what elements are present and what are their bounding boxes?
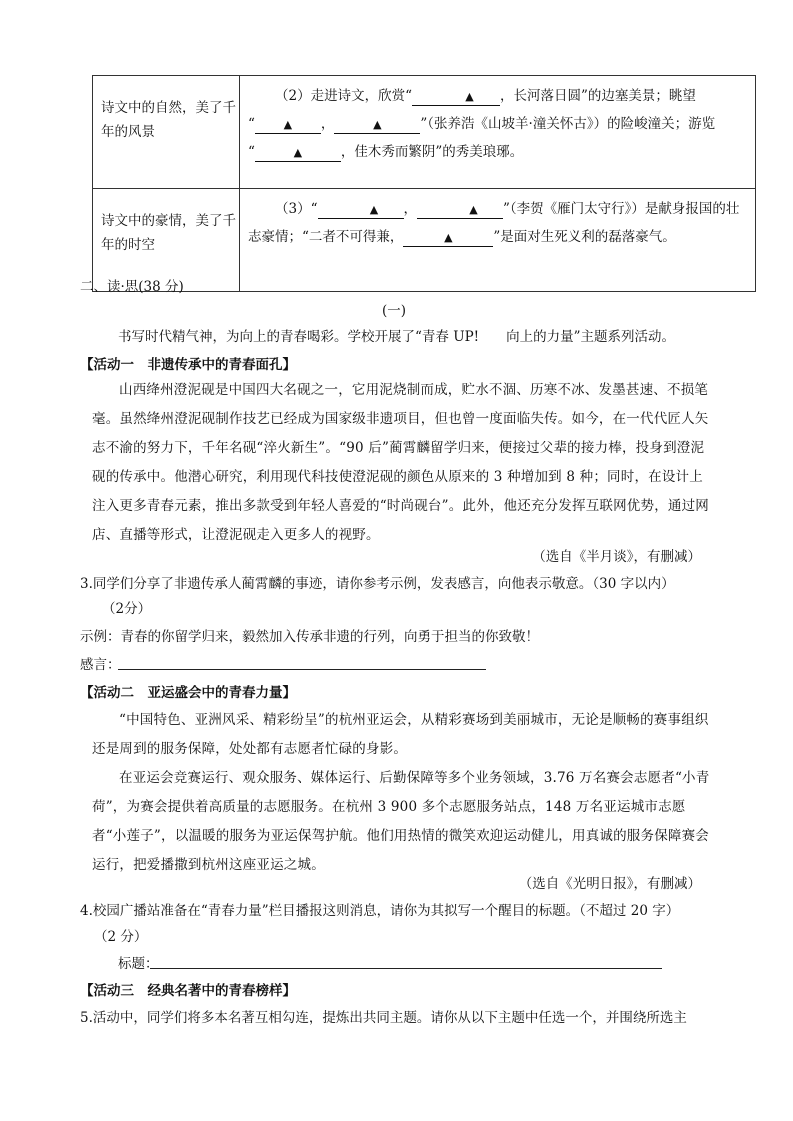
question-5: 5.活动中，同学们将多本名著互相勾连，提炼出共同主题。请你从以下主题中任选一个，并围绕所选主 bbox=[80, 1010, 687, 1026]
source-note: （选自《光明日报》，有删减） bbox=[518, 876, 701, 892]
triangle-icon: ▲ bbox=[293, 146, 303, 159]
fill-blank[interactable] bbox=[412, 88, 500, 106]
content-line bbox=[248, 138, 747, 166]
text-segment: 志豪情；“二者不可得兼， bbox=[248, 229, 404, 245]
question-score: （2 分） bbox=[94, 929, 148, 945]
question-score: （2分） bbox=[102, 601, 152, 617]
question-4: 4.校园广播站准备在“青春力量”栏目播报这则消息，请你为其拟写一个醒目的标题。（不超过 20 字） bbox=[80, 903, 680, 919]
section-title: 二、读·思(38 分) bbox=[80, 279, 184, 295]
text-segment: “ bbox=[248, 116, 255, 132]
triangle-icon: ▲ bbox=[283, 118, 293, 131]
fill-blank[interactable] bbox=[318, 201, 404, 219]
text-segment: （2）走进诗文，欣赏“ bbox=[275, 88, 412, 104]
text-segment: ”（张养浩《山坡羊·潼关怀古》）的险峻潼关；游览 bbox=[420, 116, 716, 132]
activity3-heading: 【活动三 经典名著中的青春榜样】 bbox=[80, 983, 296, 999]
content-line bbox=[248, 195, 747, 223]
text-segment: ， bbox=[320, 116, 335, 132]
table-row bbox=[93, 76, 756, 189]
intro-text: 书写时代精气神，为向上的青春喝彩。学校开展了“青春 UP! 向上的力量”主题系列活动。 bbox=[118, 329, 675, 345]
triangle-icon: ▲ bbox=[373, 118, 382, 131]
answer-label: 感言： bbox=[80, 657, 121, 673]
content-line bbox=[248, 223, 747, 251]
example-text: 示例：青春的你留学归来，毅然加入传承非遗的行列，向勇于担当的你致敬！ bbox=[80, 629, 539, 645]
question-3: 3.同学们分享了非遗传承人蔺霄麟的事迹，请你参考示例，发表感言，向他表示敬意。（30 字以内） bbox=[80, 576, 675, 592]
content-line bbox=[248, 82, 747, 110]
row-content bbox=[240, 76, 756, 189]
activity1-heading: 【活动一 非遗传承中的青春面孔】 bbox=[80, 357, 296, 373]
text-segment: ”（李贺《雁门太守行》）是献身报国的壮 bbox=[503, 201, 740, 217]
activity2-paragraph-1: “中国特色、亚洲风采、精彩纷呈”的杭州亚运会，从精彩赛场到美丽城市，无论是顺畅的赛事组织还是周到的服务保障，处处都有志愿者忙碌的身影。 bbox=[92, 712, 709, 757]
triangle-icon: ▲ bbox=[369, 203, 379, 216]
text-segment: ，佳木秀而繁阴”的秀美琅琊。 bbox=[340, 144, 524, 160]
subsection-number: (一) bbox=[382, 303, 407, 319]
fill-blank[interactable] bbox=[255, 144, 341, 162]
content-line bbox=[248, 110, 747, 138]
triangle-icon: ▲ bbox=[444, 231, 453, 244]
text-segment: ， bbox=[403, 201, 417, 217]
row-label: 诗文中的自然，美了千年的风景 bbox=[93, 76, 240, 189]
row-label: 诗文中的豪情，美了千年的时空 bbox=[93, 189, 240, 292]
answer-line[interactable] bbox=[150, 968, 662, 969]
fill-blank[interactable] bbox=[417, 201, 503, 219]
activity2-paragraph-2: 在亚运会竞赛运行、观众服务、媒体运行、后勤保障等多个业务领域，3.76 万名赛会志愿者“小青荷”，为赛会提供着高质量的志愿服务。在杭州 3 900 多个志愿服务站点，148 万名亚运城市志愿者“小莲子”，以温暖的服务为亚运保驾护航。他们用热情的微笑欢迎运动健儿，用真诚的服务保障赛会运行，把爱播撒到杭州这座亚运之城。 bbox=[92, 770, 710, 873]
triangle-icon: ▲ bbox=[469, 203, 478, 216]
row-content bbox=[240, 189, 756, 292]
answer-label: 标题： bbox=[118, 956, 159, 972]
activity1-paragraph: 山西绛州澄泥砚是中国四大名砚之一，它用泥烧制而成，贮水不涸、历寒不冰、发墨甚速、不损笔毫。虽然绛州澄泥砚制作技艺已经成为国家级非遗项目，但也曾一度面临失传。如今，在一代代匠人矢志不渝的努力下，千年名砚“淬火新生”。“90 后”蔺霄麟留学归来，便接过父辈的接力棒，投身到澄泥砚的传承中。他潜心研究，利用现代科技使澄泥砚的颜色从原来的 3 种增加到 8 种；同时，在设计上注入更多青春元素，推出多款受到年轻人喜爱的“时尚砚台”。此外，他还充分发挥互联网优势，通过网店、直播等形式，让澄泥砚走入更多人的视野。 bbox=[92, 382, 710, 543]
source-note: （选自《半月谈》，有删减） bbox=[532, 549, 701, 565]
triangle-icon: ▲ bbox=[465, 90, 474, 103]
text-segment: ，长河落日圆”的边塞美景；眺望 bbox=[500, 88, 696, 104]
fill-blank[interactable] bbox=[334, 116, 420, 134]
answer-line[interactable] bbox=[118, 669, 486, 670]
text-segment: （3）“ bbox=[275, 201, 318, 217]
poetry-table bbox=[92, 75, 756, 292]
text-segment: “ bbox=[248, 144, 255, 160]
text-segment: ”是面对生死义利的磊落豪气。 bbox=[493, 229, 676, 245]
fill-blank[interactable] bbox=[403, 229, 493, 247]
fill-blank[interactable] bbox=[255, 116, 321, 134]
table-row bbox=[93, 189, 756, 292]
activity2-heading: 【活动二 亚运盛会中的青春力量】 bbox=[80, 685, 296, 701]
